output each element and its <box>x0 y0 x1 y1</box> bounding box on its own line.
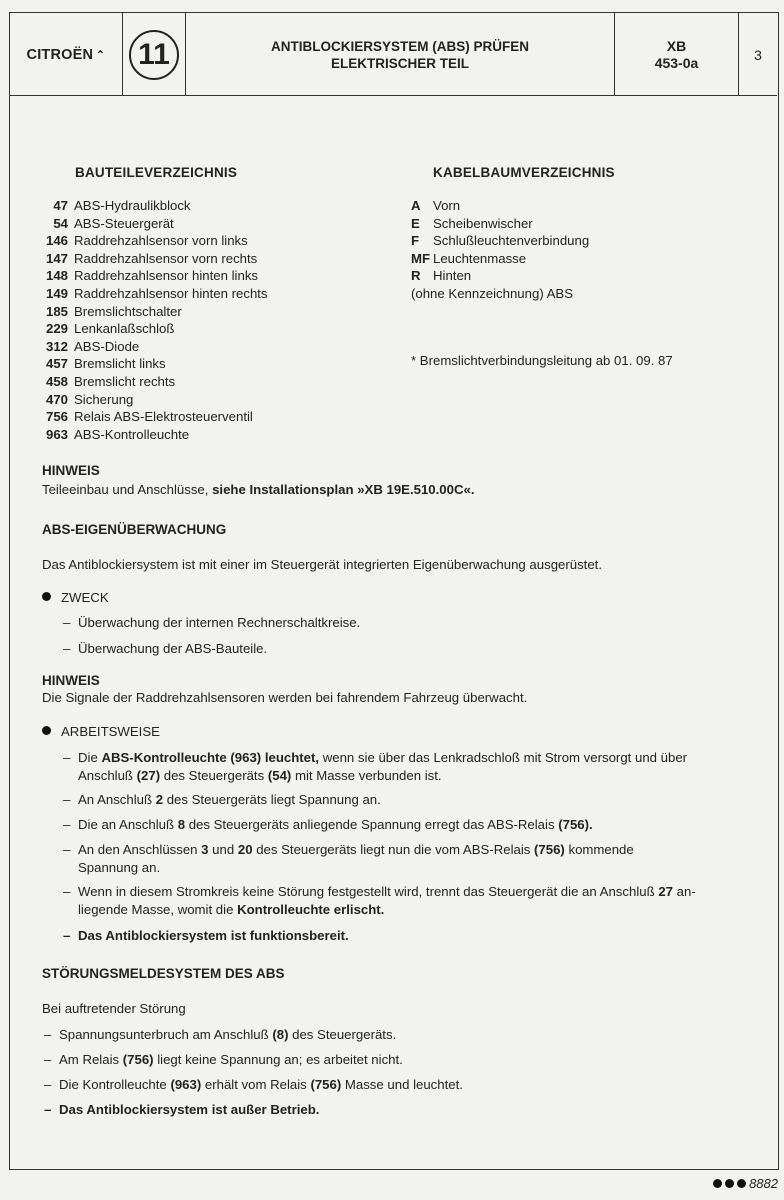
arbeitsweise-item: – An den Anschlüssen 3 und 20 des Steuergeräts liegt nun die vom ABS-Relais (756) kommende Spannung an. <box>63 842 634 875</box>
component-item <box>42 373 268 391</box>
title-line-1: ANTIBLOCKIERSYSTEM (ABS) PRÜFEN <box>270 38 529 54</box>
arbeitsweise-item: – Das Antiblockiersystem ist funktionsbereit. <box>63 928 349 943</box>
component-item <box>42 267 268 285</box>
bullet-icon <box>42 726 51 735</box>
harness-item <box>411 250 589 268</box>
component-label: Bremslicht links <box>74 356 166 372</box>
zweck-label: ZWECK <box>61 590 109 605</box>
component-label: Lenkanlaßschloß <box>74 321 175 337</box>
component-number: 457 <box>45 356 68 372</box>
harness-label: Scheibenwischer <box>433 215 533 231</box>
component-number: 470 <box>45 391 68 407</box>
bullet-icon <box>42 592 51 601</box>
component-item <box>42 285 268 303</box>
component-label: ABS-Diode <box>74 338 140 354</box>
harness-code: R <box>411 268 421 284</box>
arbeitsweise-item: – An Anschluß 2 des Steuergeräts liegt Spannung an. <box>63 792 381 807</box>
component-number: 458 <box>45 373 68 389</box>
component-item <box>42 197 268 215</box>
dot-icon <box>737 1179 746 1188</box>
page-frame <box>9 12 779 1170</box>
components-list <box>42 197 268 443</box>
zweck-item: – Überwachung der ABS-Bauteile. <box>63 641 268 656</box>
component-number: 147 <box>45 250 68 266</box>
component-label: Bremslicht rechts <box>74 373 176 389</box>
harness-footnote: * Bremslichtverbindungsleitung ab 01. 09. 87 <box>411 353 673 368</box>
doc-code: XB <box>666 37 687 54</box>
harness-item <box>411 215 589 233</box>
component-number: 229 <box>45 321 68 337</box>
self-check-title: ABS-EIGENÜBERWACHUNG <box>42 522 227 537</box>
hinweis-text <box>42 482 475 497</box>
component-number: 54 <box>53 215 68 231</box>
zweck-item: – Überwachung der internen Rechnerschaltkreise. <box>63 615 361 630</box>
harness-label: Hinten <box>433 268 472 284</box>
component-label: Raddrehzahlsensor hinten rechts <box>74 285 268 301</box>
fault-intro: Bei auftretender Störung <box>42 1001 186 1016</box>
document-header <box>10 13 777 96</box>
arbeitsweise-label: ARBEITSWEISE <box>61 724 160 739</box>
component-number: 756 <box>45 409 68 425</box>
harness-heading: KABELBAUMVERZEICHNIS <box>433 165 615 180</box>
harness-label: Vorn <box>433 198 461 213</box>
arbeitsweise-item: – Die an Anschluß 8 des Steuergeräts anliegende Spannung erregt das ABS-Relais (756). <box>63 817 593 832</box>
component-number: 185 <box>45 303 68 319</box>
zweck-heading <box>42 590 109 605</box>
document-title <box>186 13 615 96</box>
harness-item <box>411 267 589 285</box>
component-label: ABS-Steuergerät <box>74 215 174 231</box>
page-number: 3 <box>754 46 762 63</box>
component-number: 148 <box>45 268 68 284</box>
harness-item <box>411 197 589 215</box>
title-line-2: ELEKTRISCHER TEIL <box>330 55 469 71</box>
fault-item: – Am Relais (756) liegt keine Spannung an; es arbeitet nicht. <box>44 1052 403 1067</box>
arbeitsweise-item: – Die ABS-Kontrolleuchte (963) leuchtet, wenn sie über das Lenkradschloß mit Strom versorgt und über Anschluß (27) des Steuergeräts (54) mit Masse verbunden ist. <box>63 750 688 783</box>
component-item <box>42 303 268 321</box>
harness-label: Schlußleuchtenverbindung <box>433 233 590 249</box>
component-item <box>42 355 268 373</box>
component-item <box>42 408 268 426</box>
fault-title: STÖRUNGSMELDESYSTEM DES ABS <box>42 966 285 981</box>
chapter-cell <box>123 13 186 96</box>
fault-item: – Spannungsunterbruch am Anschluß (8) des Steuergeräts. <box>44 1027 397 1042</box>
component-item <box>42 232 268 250</box>
harness-list <box>411 197 589 285</box>
doc-number: 453-0a <box>654 54 699 71</box>
component-label: Raddrehzahlsensor vorn links <box>74 233 248 249</box>
harness-item <box>411 232 589 250</box>
hinweis-text-plain: Teileeinbau und Anschlüsse, <box>42 482 213 497</box>
double-chevron-icon: ⌃ <box>95 47 106 62</box>
harness-code: E <box>411 215 420 231</box>
fault-item: – Die Kontrolleuchte (963) erhält vom Relais (756) Masse und leuchtet. <box>44 1077 463 1092</box>
footer <box>713 1176 778 1191</box>
component-item <box>42 250 268 268</box>
self-check-intro: Das Antiblockiersystem ist mit einer im Steuergerät integrierten Eigenüberwachung ausgerüstet. <box>42 557 603 572</box>
hinweis-plan-reference: siehe Installationsplan »XB 19E.510.00C«. <box>212 482 475 497</box>
chapter-number: 11 <box>129 30 179 80</box>
footer-code: 8882 <box>749 1176 778 1191</box>
component-item <box>42 215 268 233</box>
harness-code: MF <box>411 250 431 266</box>
component-label: ABS-Hydraulikblock <box>74 198 191 213</box>
component-label: ABS-Kontrolleuchte <box>74 426 190 442</box>
hinweis2-text: Die Signale der Raddrehzahlsensoren werden bei fahrendem Fahrzeug überwacht. <box>42 690 528 705</box>
component-label: Raddrehzahlsensor hinten links <box>74 268 259 284</box>
fault-item: – Das Antiblockiersystem ist außer Betrieb. <box>44 1102 320 1117</box>
document-reference <box>615 13 739 96</box>
harness-code: A <box>411 198 421 213</box>
dot-icon <box>725 1179 734 1188</box>
component-number: 146 <box>45 233 68 249</box>
arbeitsweise-item: – Wenn in diesem Stromkreis keine Störung festgestellt wird, trennt das Steuergerät die an Anschluß 27 an- liegende Masse, womit die Kontrolleuchte erlischt. <box>63 884 696 917</box>
harness-code: F <box>411 233 420 249</box>
brand-cell <box>10 13 123 96</box>
component-number: 963 <box>45 426 68 442</box>
component-number: 47 <box>53 198 68 213</box>
component-item <box>42 391 268 409</box>
component-label: Sicherung <box>74 391 134 407</box>
hinweis2-title: HINWEIS <box>42 673 100 688</box>
harness-unmarked: (ohne Kennzeichnung) ABS <box>411 286 574 301</box>
components-heading: BAUTEILEVERZEICHNIS <box>75 165 238 180</box>
component-number: 149 <box>45 285 68 301</box>
component-label: Raddrehzahlsensor vorn rechts <box>74 250 258 266</box>
component-label: Bremslichtschalter <box>74 303 182 319</box>
component-item <box>42 426 268 444</box>
brand-logo: CITROËN <box>26 46 94 63</box>
component-item <box>42 338 268 356</box>
component-number: 312 <box>45 338 68 354</box>
arbeitsweise-heading <box>42 724 160 739</box>
component-label: Relais ABS-Elektrosteuerventil <box>74 409 253 425</box>
dot-icon <box>713 1179 722 1188</box>
harness-label: Leuchtenmasse <box>433 250 527 266</box>
hinweis-title: HINWEIS <box>42 463 100 478</box>
component-item <box>42 320 268 338</box>
